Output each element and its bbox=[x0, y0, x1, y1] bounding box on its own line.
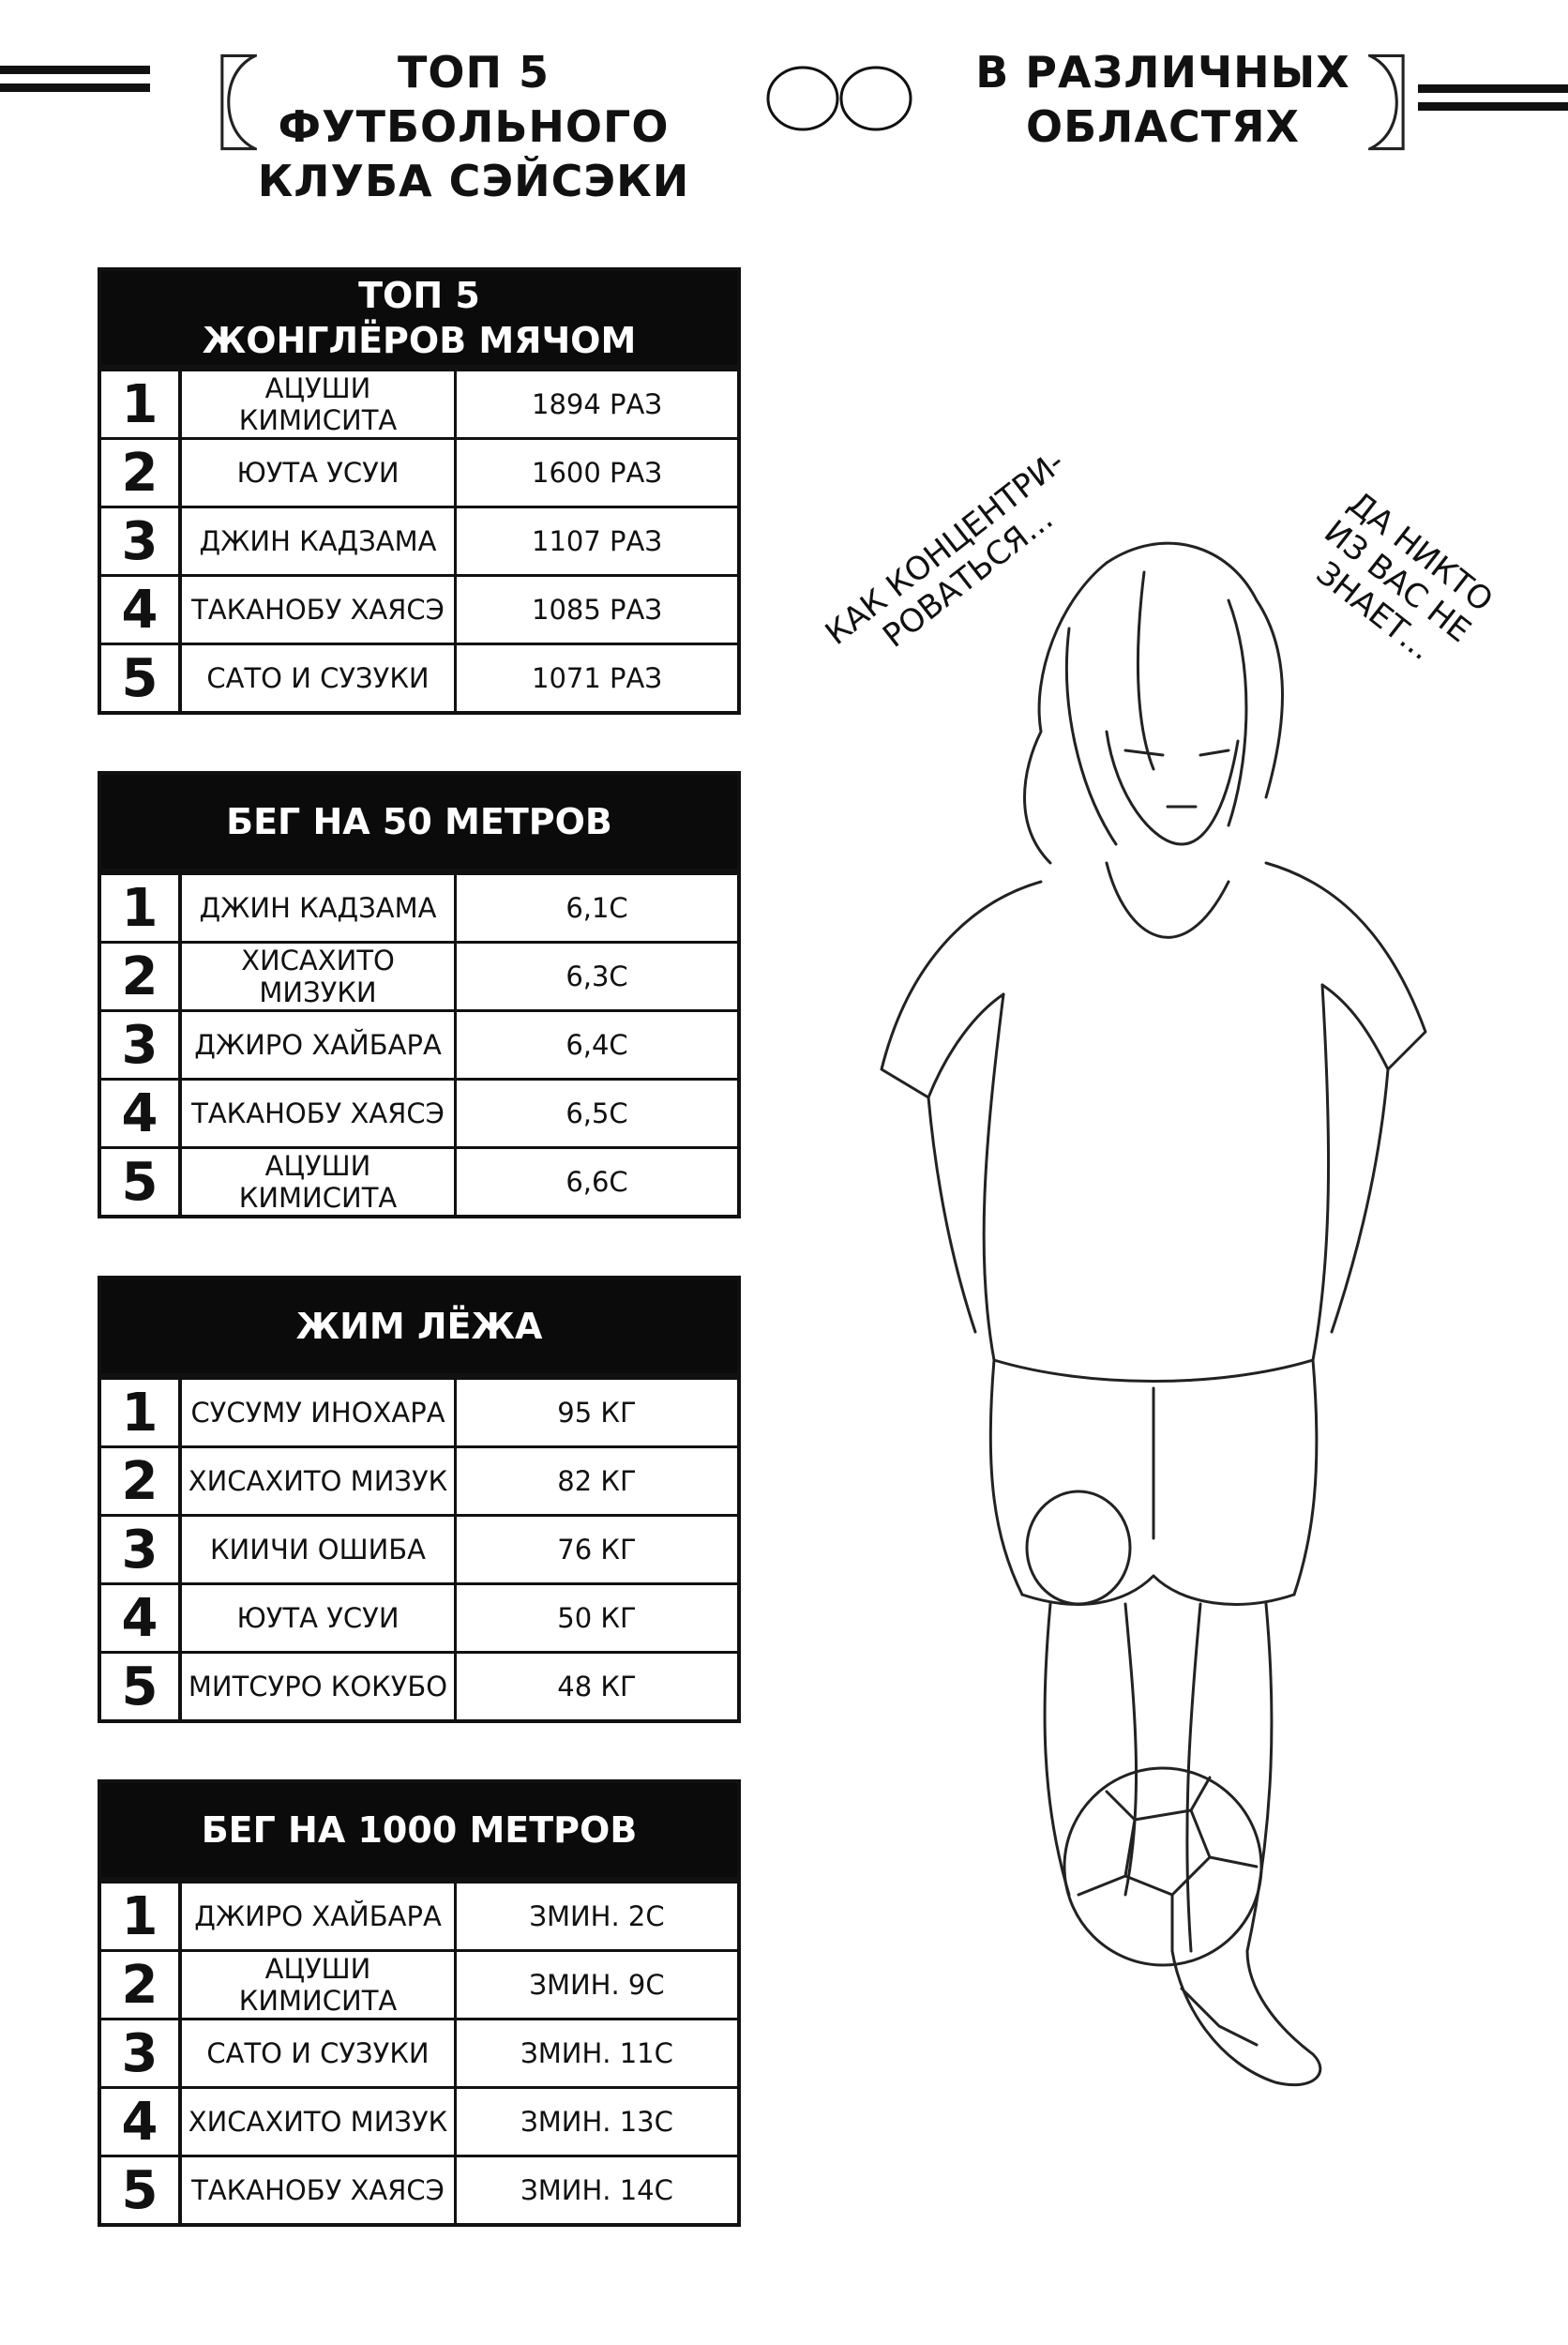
score-value: ЗМИН. 9С bbox=[529, 1969, 665, 2001]
rank-number: 4 bbox=[101, 2089, 182, 2155]
player-name: ХИСАХИТО МИЗУК bbox=[182, 2089, 457, 2155]
score-value: 6,3С bbox=[565, 961, 628, 992]
bracket-right: 〗 bbox=[1364, 46, 1468, 166]
rank-number: 1 bbox=[101, 875, 182, 941]
player-name: ДЖИРО ХАЙБАРА bbox=[182, 1884, 457, 1949]
table-row bbox=[101, 437, 737, 506]
header-lines-left bbox=[0, 66, 150, 103]
score-value: ЗМИН. 11С bbox=[520, 2037, 673, 2069]
rank-number: 5 bbox=[101, 2157, 182, 2223]
table-title: БЕГ НА 50 МЕТРОВ bbox=[101, 775, 737, 872]
table-row bbox=[101, 1445, 737, 1514]
table-title: БЕГ НА 1000 МЕТРОВ bbox=[101, 1783, 737, 1881]
table-row bbox=[101, 643, 737, 711]
score-value: 1071 РАЗ bbox=[532, 662, 662, 694]
score-value: 1107 РАЗ bbox=[532, 525, 662, 557]
speech-text-left: КАК КОНЦЕНТРИ- РОВАТЬСЯ... bbox=[818, 443, 1072, 656]
score-value: 6,6С bbox=[565, 1166, 628, 1198]
player-name: ЮУТА УСУИ bbox=[182, 440, 457, 506]
table-50m-run bbox=[98, 771, 741, 1218]
table-row bbox=[101, 941, 737, 1009]
rank-number: 1 bbox=[101, 371, 182, 437]
table-row bbox=[101, 574, 737, 643]
rank-number: 4 bbox=[101, 1585, 182, 1651]
table-row bbox=[101, 1377, 737, 1445]
rank-number: 1 bbox=[101, 1380, 182, 1445]
score-value: ЗМИН. 13С bbox=[520, 2106, 673, 2138]
player-name: САТО И СУЗУКИ bbox=[182, 645, 457, 711]
player-name: АЦУШИ КИМИСИТА bbox=[182, 1149, 457, 1215]
table-row bbox=[101, 872, 737, 941]
player-sketch-illustration bbox=[825, 488, 1482, 2232]
rank-number: 2 bbox=[101, 440, 182, 506]
rank-number: 1 bbox=[101, 1884, 182, 1949]
table-row bbox=[101, 2086, 737, 2155]
player-name: ЮУТА УСУИ bbox=[182, 1585, 457, 1651]
score-value: 6,4С bbox=[565, 1029, 628, 1061]
player-name: ДЖИРО ХАЙБАРА bbox=[182, 1012, 457, 1078]
rank-number: 4 bbox=[101, 1081, 182, 1146]
player-name: АЦУШИ КИМИСИТА bbox=[182, 1952, 457, 2018]
score-value: 1085 РАЗ bbox=[532, 594, 662, 626]
header-title-right: В РАЗЛИЧНЫХ ОБЛАСТЯХ bbox=[975, 47, 1350, 152]
score-value: 95 КГ bbox=[557, 1397, 637, 1429]
score-value: 48 КГ bbox=[557, 1671, 637, 1702]
table-row bbox=[101, 1146, 737, 1215]
table-row bbox=[101, 1078, 737, 1146]
score-value: 1600 РАЗ bbox=[532, 457, 662, 489]
table-row bbox=[101, 506, 737, 574]
rank-number: 5 bbox=[101, 645, 182, 711]
score-value: ЗМИН. 2С bbox=[529, 1900, 665, 1932]
table-row bbox=[101, 1651, 737, 1719]
score-value: 1894 РАЗ bbox=[532, 388, 662, 420]
player-name: ХИСАХИТО МИЗУКИ bbox=[182, 944, 457, 1009]
rank-number: 3 bbox=[101, 508, 182, 574]
player-name: МИТСУРО КОКУБО bbox=[182, 1654, 457, 1719]
player-name: ТАКАНОБУ ХАЯСЭ bbox=[182, 1081, 457, 1146]
player-name: КИИЧИ ОШИБА bbox=[182, 1517, 457, 1582]
rank-number: 2 bbox=[101, 944, 182, 1009]
table-row bbox=[101, 1881, 737, 1949]
rank-number: 3 bbox=[101, 2020, 182, 2086]
table-row bbox=[101, 1009, 737, 1078]
table-row bbox=[101, 369, 737, 437]
player-name: САТО И СУЗУКИ bbox=[182, 2020, 457, 2086]
player-name: ХИСАХИТО МИЗУК bbox=[182, 1448, 457, 1514]
score-value: 76 КГ bbox=[557, 1534, 637, 1566]
table-ball-juggling bbox=[98, 267, 741, 715]
score-value: ЗМИН. 14С bbox=[520, 2174, 673, 2206]
rank-number: 3 bbox=[101, 1012, 182, 1078]
player-name: ТАКАНОБУ ХАЯСЭ bbox=[182, 2157, 457, 2223]
score-value: 50 КГ bbox=[557, 1602, 637, 1634]
rank-number: 3 bbox=[101, 1517, 182, 1582]
table-row bbox=[101, 1514, 737, 1582]
player-name: ДЖИН КАДЗАМА bbox=[182, 875, 457, 941]
table-row bbox=[101, 2018, 737, 2086]
table-bench-press bbox=[98, 1276, 741, 1723]
rank-number: 4 bbox=[101, 577, 182, 643]
table-title: ЖИМ ЛЁЖА bbox=[101, 1279, 737, 1377]
placeholder-circles bbox=[765, 64, 915, 133]
bracket-left: 〖 bbox=[158, 46, 261, 166]
rank-number: 2 bbox=[101, 1952, 182, 2018]
table-row bbox=[101, 1949, 737, 2018]
player-name: ТАКАНОБУ ХАЯСЭ bbox=[182, 577, 457, 643]
player-name: ДЖИН КАДЗАМА bbox=[182, 508, 457, 574]
rank-number: 5 bbox=[101, 1654, 182, 1719]
rank-number: 5 bbox=[101, 1149, 182, 1215]
score-value: 82 КГ bbox=[557, 1465, 637, 1497]
score-value: 6,5С bbox=[565, 1097, 628, 1129]
rank-number: 2 bbox=[101, 1448, 182, 1514]
table-row bbox=[101, 2155, 737, 2223]
player-name: СУСУМУ ИНОХАРА bbox=[182, 1380, 457, 1445]
table-row bbox=[101, 1582, 737, 1651]
table-1000m-run bbox=[98, 1779, 741, 2227]
speech-text-right: ДА НИКТО ИЗ ВАС НЕ ЗНАЕТ... bbox=[1308, 484, 1500, 669]
score-value: 6,1С bbox=[565, 892, 628, 924]
player-name: АЦУШИ КИМИСИТА bbox=[182, 371, 457, 437]
header-title-left: ТОП 5 ФУТБОЛЬНОГО КЛУБА СЭЙСЭКИ bbox=[257, 47, 690, 206]
table-title: ТОП 5 ЖОНГЛЁРОВ МЯЧОМ bbox=[101, 271, 737, 369]
